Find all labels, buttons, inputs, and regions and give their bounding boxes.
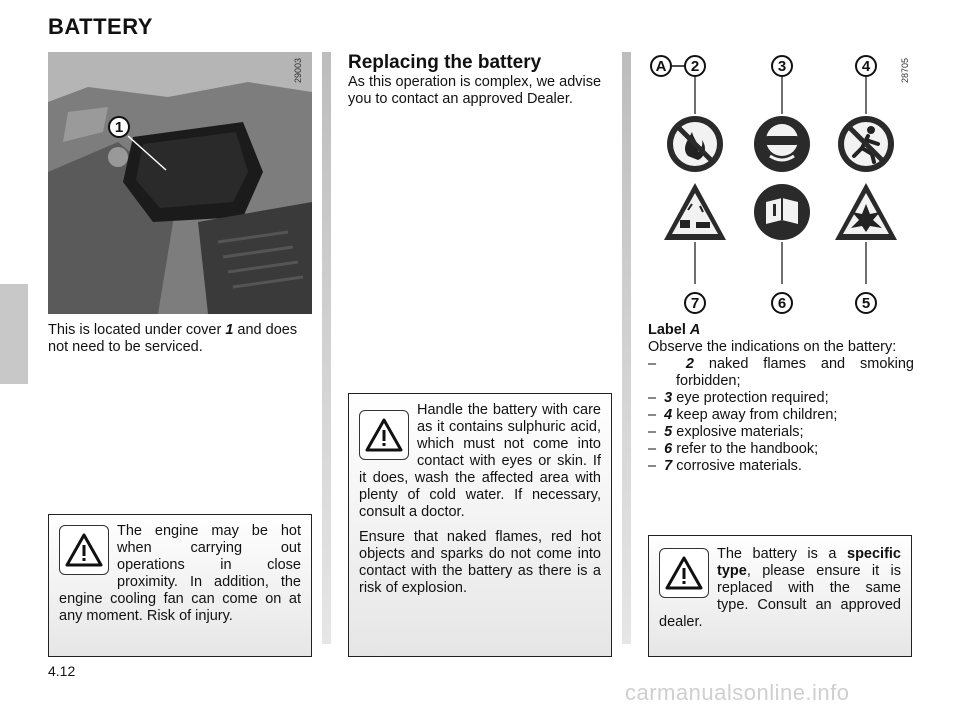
chapter-tab: [0, 284, 28, 384]
column-divider-left: [322, 52, 331, 644]
handbook-icon: [754, 184, 810, 240]
eye-protection-icon: [754, 116, 810, 172]
no-flames-icon: [667, 116, 723, 172]
site-watermark: carmanualsonline.info: [625, 680, 850, 705]
callout-7: 7: [684, 292, 706, 314]
warning-triangle-icon: [59, 525, 109, 575]
caption-text-end: and does not need to be serviced.: [48, 322, 298, 355]
engine-hot-warning-box: [48, 514, 312, 657]
explosion-warning-text: Ensure that naked flames, red hot objects and sparks do not come into contact with the battery as there is a risk of explosion.: [359, 529, 601, 596]
list-item: – 3 eye protection required;: [648, 390, 829, 406]
warning-triangle-icon: [659, 548, 709, 598]
page-title: BATTERY: [48, 14, 153, 39]
callout-3: 3: [771, 55, 793, 77]
battery-type-warning-text: The battery is a specific type, please ensure it is replaced with the same type. Consult an approved dealer.: [659, 546, 901, 630]
acid-warning-box: [348, 393, 612, 657]
battery-location-caption: [48, 322, 314, 356]
page-number: 4.12: [48, 663, 76, 679]
warning-triangle-icon: [359, 410, 409, 460]
replacing-battery-section: [348, 52, 614, 108]
callout-6: 6: [771, 292, 793, 314]
label-legend-title: Label A: [648, 322, 701, 338]
callout-5: 5: [855, 292, 877, 314]
list-item: – 4 keep away from children;: [648, 407, 838, 423]
section-heading: Replacing the battery: [348, 52, 542, 73]
callout-leader-line: [48, 52, 312, 314]
label-legend: [648, 322, 914, 475]
callout-2: 2: [684, 55, 706, 77]
engine-bay-photo: [48, 52, 312, 314]
acid-warning-text: Handle the battery with care as it contains sulphuric acid, which must not come into contact with eyes or skin. If it does, wash the affected area with plenty of cold water. If necessary, consult a doctor.: [359, 402, 601, 520]
list-item: – 5 explosive materials;: [648, 424, 804, 440]
caption-callout-ref: 1: [225, 322, 234, 338]
battery-label-illustration: [648, 52, 912, 314]
list-item: – 6 refer to the handbook;: [648, 441, 819, 457]
list-item: – 2 naked flames and smoking forbidden;: [648, 356, 914, 389]
callout-4: 4: [855, 55, 877, 77]
caption-text-start: This is located under cover: [48, 322, 226, 338]
replacing-intro: As this operation is complex, we advise you to contact an approved Dealer.: [348, 74, 602, 107]
list-item: – 7 corrosive materials.: [648, 458, 802, 474]
label-pictograms: [648, 52, 912, 314]
label-legend-intro: Observe the indications on the battery:: [648, 339, 897, 355]
label-image-reference-code: 28705: [900, 58, 910, 84]
callout-1: 1: [108, 116, 130, 138]
engine-hot-warning-text: The engine may be hot when carrying out operations in close proximity. In addition, the engine cooling fan can come on at any moment. Risk of injury.: [59, 523, 301, 624]
keep-away-children-icon: [838, 116, 894, 172]
battery-type-warning-box: [648, 535, 912, 657]
label-legend-list: [648, 356, 914, 475]
callout-label-A: A: [650, 55, 672, 77]
explosive-icon: [835, 183, 897, 240]
corrosive-icon: [664, 183, 726, 240]
column-divider-right: [622, 52, 631, 644]
photo-reference-code: 29003: [293, 58, 303, 84]
